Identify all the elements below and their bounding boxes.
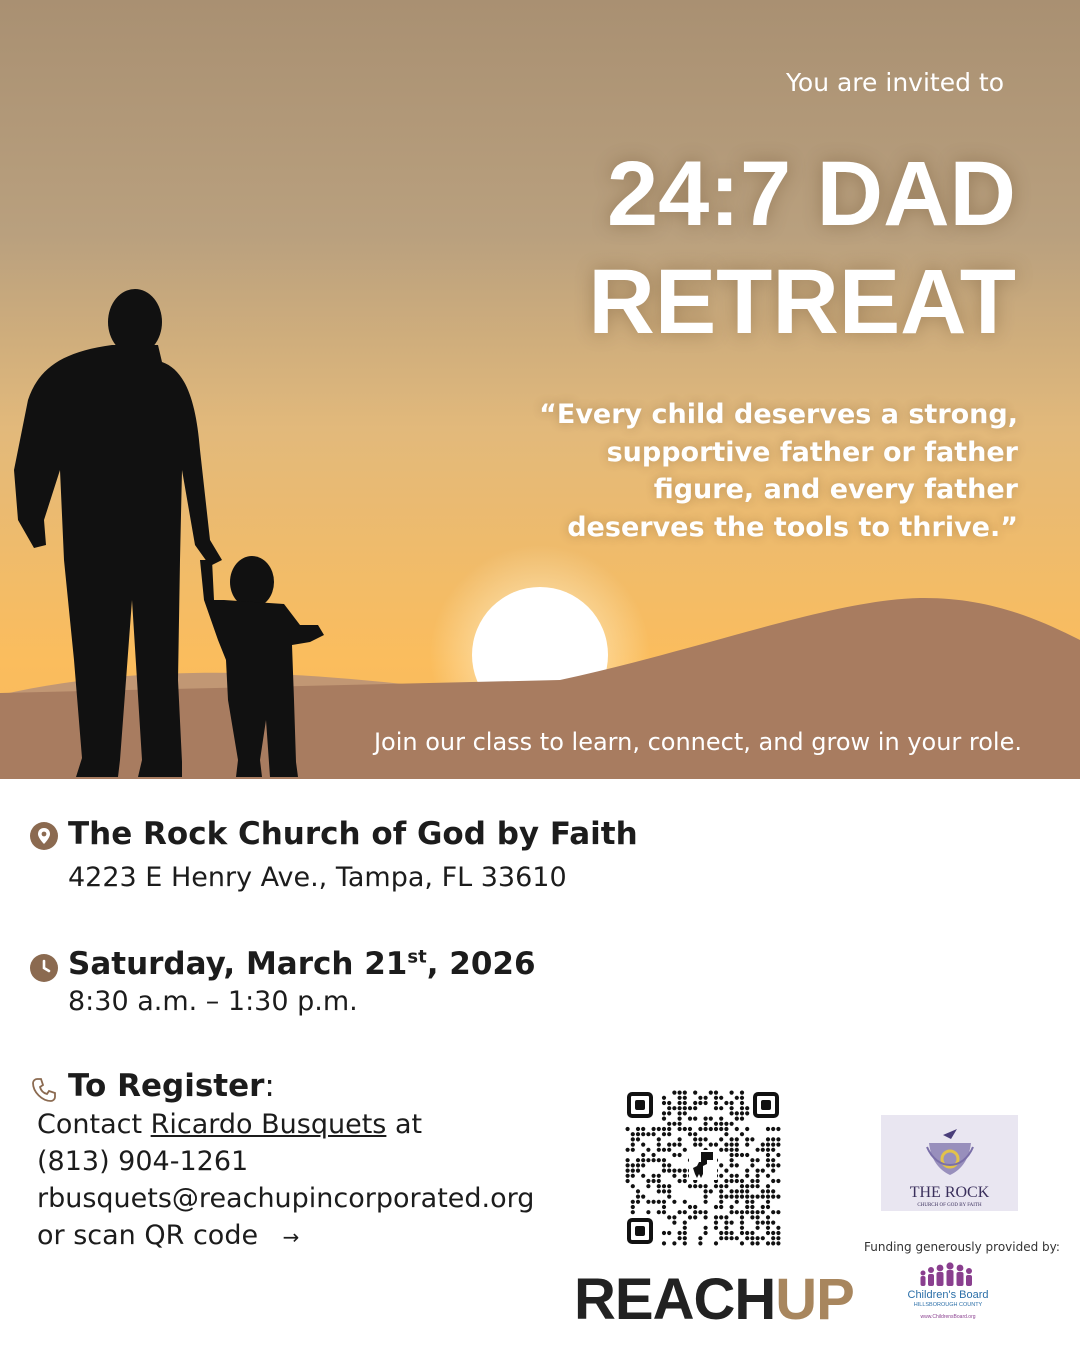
scan-text: or scan QR code bbox=[37, 1220, 259, 1251]
register-heading-colon: : bbox=[264, 1068, 275, 1104]
event-title bbox=[588, 140, 1016, 356]
event-title-line-1: 24:7 DAD bbox=[606, 143, 1016, 245]
join-tagline: Join our class to learn, connect, and grow in your role. bbox=[373, 728, 1022, 756]
funding-credit: Funding generously provided by: bbox=[864, 1240, 1060, 1254]
arrow-right-icon: → bbox=[282, 1225, 300, 1249]
rock-logo-name: THE ROCK bbox=[909, 1184, 990, 1201]
reachup-logo-part2: UP bbox=[775, 1267, 854, 1332]
event-time: 8:30 a.m. – 1:30 p.m. bbox=[68, 986, 358, 1017]
reachup-logo-part1: REACH bbox=[574, 1267, 776, 1332]
contact-email[interactable]: rbusquets@reachupincorporated.org bbox=[37, 1183, 535, 1214]
church-emblem-icon bbox=[881, 1115, 1018, 1211]
venue-address: 4223 E Henry Ave., Tampa, FL 33610 bbox=[68, 862, 567, 893]
event-date-year: , 2026 bbox=[426, 946, 536, 982]
clock-icon bbox=[30, 954, 58, 982]
event-date-main: Saturday, March 21 bbox=[68, 946, 408, 982]
children-figures-icon bbox=[921, 1262, 973, 1286]
event-title-line-2: RETREAT bbox=[588, 251, 1016, 353]
childrens-board-logo bbox=[903, 1260, 999, 1326]
event-date bbox=[68, 946, 536, 982]
register-details bbox=[37, 1106, 534, 1256]
phone-icon bbox=[30, 1076, 58, 1104]
quote-line: supportive father or father bbox=[606, 436, 1018, 468]
the-rock-logo bbox=[881, 1115, 1018, 1211]
contact-phone[interactable]: (813) 904-1261 bbox=[37, 1146, 249, 1177]
invitation-line: You are invited to bbox=[785, 68, 1004, 97]
qr-code[interactable] bbox=[625, 1090, 781, 1246]
contact-line bbox=[37, 1106, 534, 1143]
dinosaur-icon bbox=[689, 1150, 717, 1180]
contact-name-link[interactable]: Ricardo Busquets bbox=[150, 1109, 387, 1140]
quote-line: deserves the tools to thrive.” bbox=[567, 511, 1018, 543]
cb-logo-county: HILLSBOROUGH COUNTY bbox=[913, 1302, 983, 1308]
rock-logo-sub: CHURCH OF GOD BY FAITH bbox=[917, 1203, 982, 1208]
venue-name: The Rock Church of God by Faith bbox=[68, 816, 638, 852]
register-heading bbox=[68, 1068, 275, 1104]
cb-logo-url: www.ChildrensBoard.org bbox=[920, 1314, 976, 1320]
location-pin-icon bbox=[30, 822, 58, 850]
scan-line bbox=[37, 1217, 534, 1256]
contact-prefix: Contact bbox=[37, 1109, 151, 1140]
contact-suffix: at bbox=[386, 1109, 423, 1140]
reachup-logo bbox=[574, 1266, 854, 1333]
cb-logo-name: Children's Board bbox=[907, 1289, 989, 1301]
register-heading-text: To Register bbox=[68, 1068, 265, 1104]
event-quote bbox=[458, 396, 1018, 546]
quote-line: “Every child deserves a strong, bbox=[539, 399, 1018, 430]
quote-line: figure, and every father bbox=[653, 474, 1018, 505]
date-ordinal: st bbox=[407, 946, 427, 968]
